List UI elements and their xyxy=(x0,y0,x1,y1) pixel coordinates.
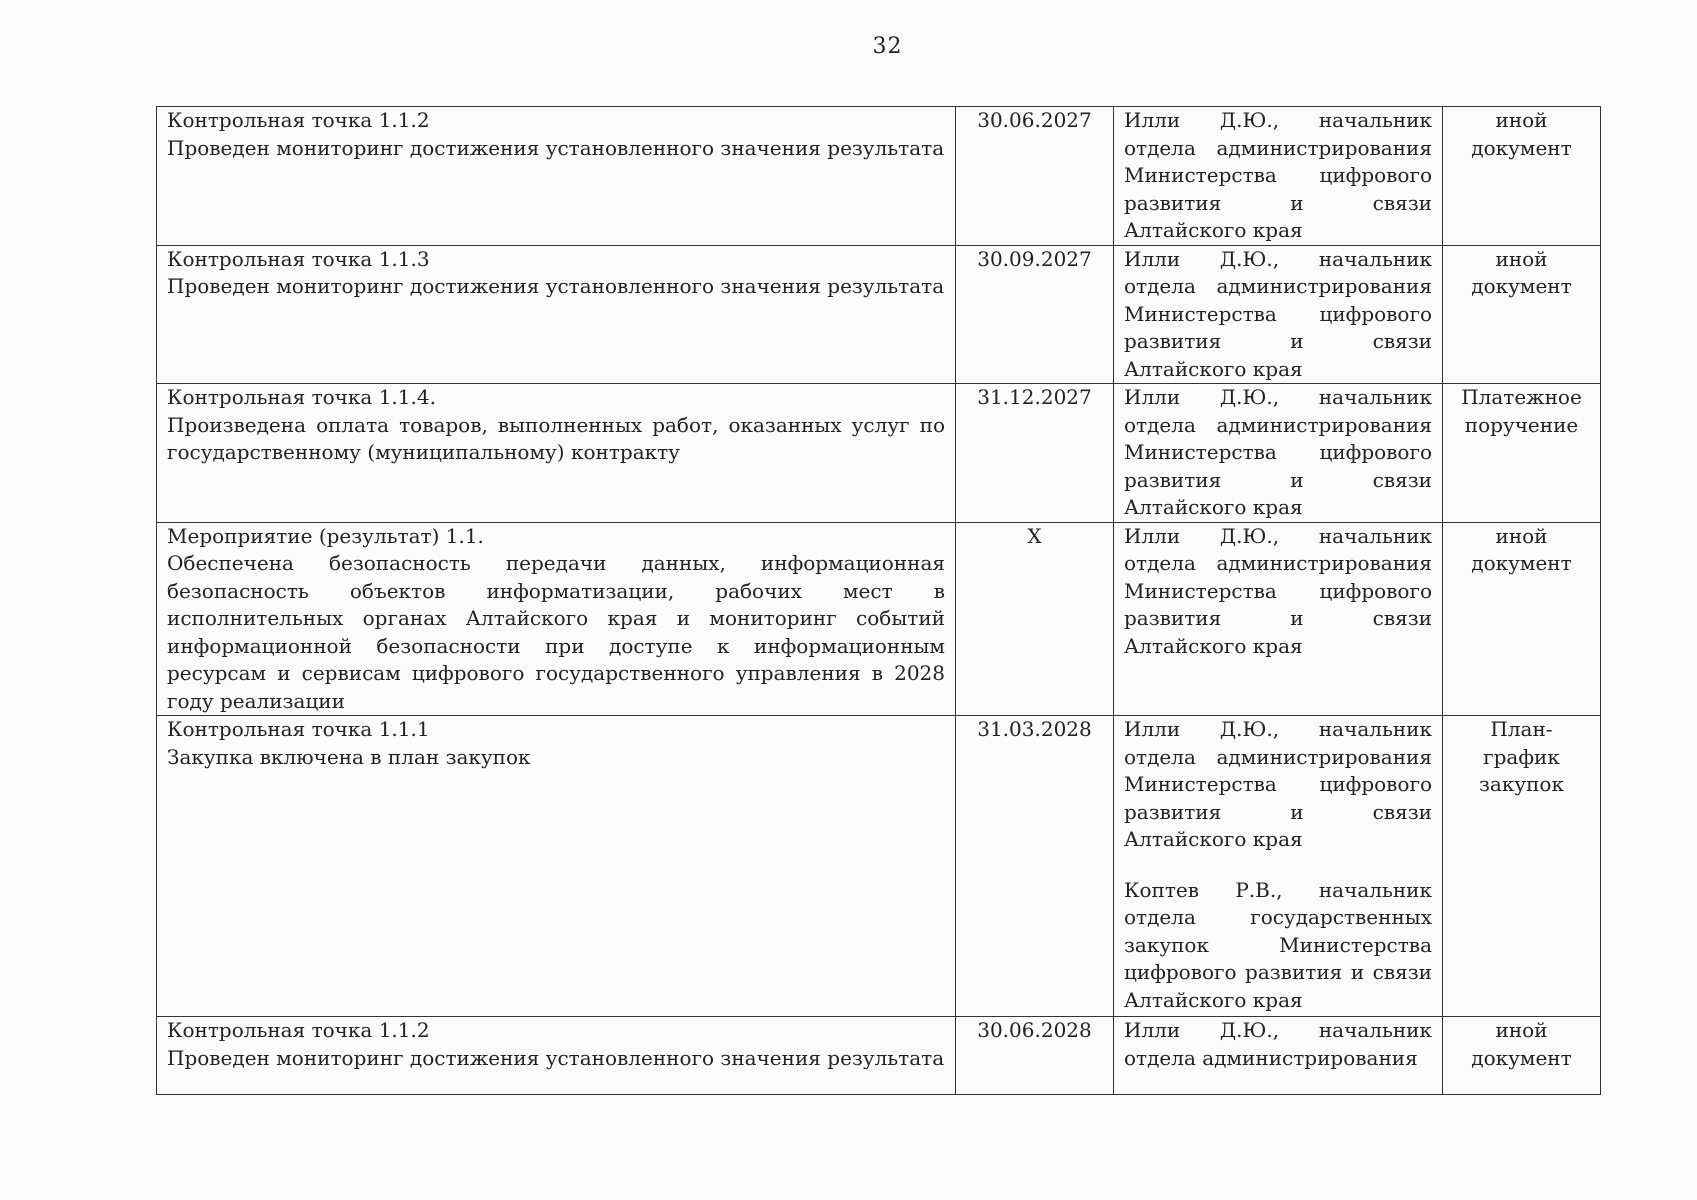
table-row xyxy=(157,522,1601,716)
spacer xyxy=(1124,854,1432,877)
row-description: Произведена оплата товаров, выполненных работ, оказанных услуг по государственному (муниципальному) контракту xyxy=(167,412,945,464)
page-number: 32 xyxy=(872,34,903,59)
responsible-cell xyxy=(1114,1017,1443,1095)
responsible-person: Илли Д.Ю., начальник отдела администрирования xyxy=(1124,1018,1432,1070)
date-cell: Х xyxy=(956,522,1114,716)
date-cell: 30.06.2027 xyxy=(956,107,1114,246)
document-type-cell: иной документ xyxy=(1443,107,1601,246)
responsible-cell xyxy=(1114,716,1443,1017)
table-row xyxy=(157,107,1601,246)
description-cell xyxy=(157,384,956,523)
document-type-cell: Платежное поручение xyxy=(1443,384,1601,523)
table-row xyxy=(157,716,1601,1017)
document-type-cell: иной документ xyxy=(1443,1017,1601,1095)
row-title: Контрольная точка 1.1.2 xyxy=(167,1018,430,1042)
description-cell xyxy=(157,107,956,246)
row-title: Мероприятие (результат) 1.1. xyxy=(167,523,484,548)
row-description: Закупка включена в план закупок xyxy=(167,744,531,769)
responsible-cell xyxy=(1114,522,1443,716)
responsible-person: Илли Д.Ю., начальник отдела администрирования Министерства цифрового развития и связи Алтайского края xyxy=(1124,385,1432,519)
row-description: Проведен мониторинг достижения установленного значения результата xyxy=(167,274,945,298)
date-cell: 30.09.2027 xyxy=(956,245,1114,384)
description-cell xyxy=(157,1017,956,1095)
row-title: Контрольная точка 1.1.2 xyxy=(167,108,430,132)
date-cell: 31.03.2028 xyxy=(956,716,1114,1017)
control-points-table xyxy=(156,106,1601,1095)
row-description: Проведен мониторинг достижения установленного значения результата xyxy=(167,1045,945,1070)
row-title: Контрольная точка 1.1.3 xyxy=(167,246,430,271)
responsible-cell xyxy=(1114,245,1443,384)
table-row xyxy=(157,1017,1601,1095)
responsible-person: Илли Д.Ю., начальник отдела администрирования Министерства цифрового развития и связи Алтайского края xyxy=(1124,523,1432,658)
document-type-cell: иной документ xyxy=(1443,522,1601,716)
document-type-cell: иной документ xyxy=(1443,245,1601,384)
date-cell: 30.06.2028 xyxy=(956,1017,1114,1095)
responsible-person: Илли Д.Ю., начальник отдела администрирования Министерства цифрового развития и связи Алтайского края xyxy=(1124,246,1432,381)
table-row xyxy=(157,384,1601,523)
description-cell xyxy=(157,245,956,384)
description-cell xyxy=(157,522,956,716)
date-cell: 31.12.2027 xyxy=(956,384,1114,523)
description-cell xyxy=(157,716,956,1017)
responsible-person: Илли Д.Ю., начальник отдела администрирования Министерства цифрового развития и связи Алтайского края xyxy=(1124,717,1432,851)
document-type-cell: План-график закупок xyxy=(1443,716,1601,1017)
row-description: Проведен мониторинг достижения установленного значения результата xyxy=(167,135,945,160)
row-description: Обеспечена безопасность передачи данных, информационная безопасность объектов информатизации, рабочих мест в исполнительных органах Алтайского края и мониторинг событий информационной безопасности при доступе к информационным ресурсам и сервисам цифрового государственного управления в 2028 году реализации xyxy=(167,551,945,713)
responsible-cell xyxy=(1114,384,1443,523)
responsible-cell xyxy=(1114,107,1443,246)
row-title: Контрольная точка 1.1.1 xyxy=(167,717,430,741)
responsible-person: Коптев Р.В., начальник отдела государственных закупок Министерства цифрового развития и связи Алтайского края xyxy=(1124,877,1432,1012)
table-row xyxy=(157,245,1601,384)
responsible-person: Илли Д.Ю., начальник отдела администрирования Министерства цифрового развития и связи Алтайского края xyxy=(1124,108,1432,242)
row-title: Контрольная точка 1.1.4. xyxy=(167,385,436,409)
